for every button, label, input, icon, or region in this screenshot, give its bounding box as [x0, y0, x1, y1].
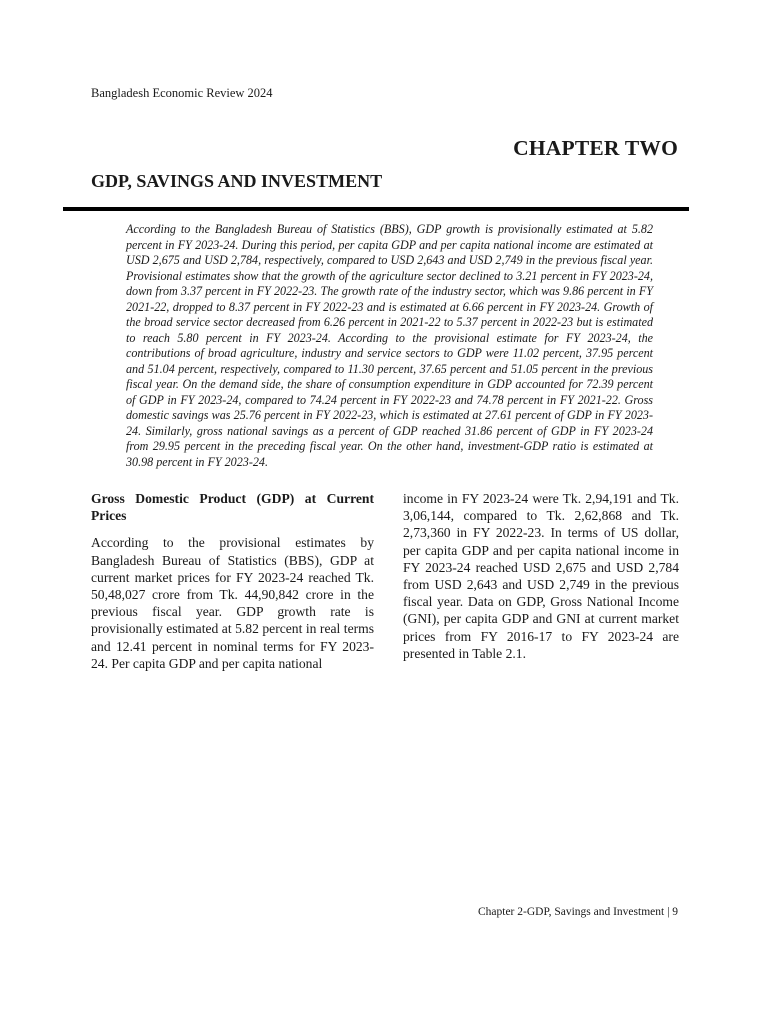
page-footer: Chapter 2-GDP, Savings and Investment | 9 [477, 906, 678, 918]
chapter-title: CHAPTER TWO [513, 136, 678, 160]
running-header: Bangladesh Economic Review 2024 [91, 86, 273, 100]
chapter-subtitle: GDP, SAVINGS AND INVESTMENT [91, 171, 383, 191]
header-rule [63, 207, 689, 211]
chapter-abstract: According to the Bangladesh Bureau of Statistics (BBS), GDP growth is provisionally estimated at 5.82 percent in FY 2023-24. During this period, per capita GDP and per capita national income are estimated at USD 2,675 and USD 2,784, respectively, compared to USD 2,643 and USD 2,749 in the previous fiscal year. Provisional estimates show that the growth of the agriculture sector declined to 3.21 percent in FY 2023-24, down from 3.37 percent in FY 2022-23. The growth rate of the industry sector, which was 9.86 percent in FY 2021-22, dropped to 8.37 percent in FY 2022-23 and is estimated at 6.66 percent in FY 2023-24. Growth of the broad service sector decreased from 6.26 percent in 2021-22 to 5.37 percent in 2022-23 but is estimated to reach 5.80 percent in FY 2023-24. According to the provisional estimate for FY 2023-24, the contributions of broad agriculture, industry and service sectors to GDP were 11.02 percent, 37.95 percent and 51.04 percent, respectively, compared to 11.30 percent, 37.65 percent and 51.05 percent in the previous fiscal year. On the demand side, the share of consumption expenditure in GDP accounted for 72.39 percent of GDP in FY 2023-24, compared to 74.24 percent in FY 2022-23 and 74.78 percent in FY 2021-22. Gross domestic savings was 25.76 percent in FY 2022-23, which is estimated at 27.61 percent of GDP in FY 2023-24. Similarly, gross national savings as a percent of GDP reached 31.86 percent of GDP in FY 2023-24 from 29.95 percent in the preceding fiscal year. On the other hand, investment-GDP ratio is estimated at 30.98 percent in FY 2023-24. [126, 222, 653, 469]
left-column-text: According to the provisional estimates by Bangladesh Bureau of Statistics (BBS), GDP at current market prices for FY 2023-24 reached Tk. 50,48,027 crore from Tk. 44,90,842 crore in the previous fiscal year. GDP growth rate is provisionally estimated at 5.82 percent in real terms and 12.41 percent in nominal terms for FY 2023-24. Per capita GDP and per capita national [91, 535, 374, 671]
left-column [91, 490, 374, 672]
right-column-text: income in FY 2023-24 were Tk. 2,94,191 and Tk. 3,06,144, compared to Tk. 2,62,868 and Tk. 2,73,360 in FY 2022-23. In terms of US dollar, per capita GDP and per capita national income in FY 2023-24 reached USD 2,675 and USD 2,784 from USD 2,643 and USD 2,749 in the previous fiscal year. Data on GDP, Gross National Income (GNI), per capita GDP and GNI at current market prices from FY 2016-17 to FY 2023-24 are presented in Table 2.1. [403, 491, 679, 661]
section-heading: Gross Domestic Product (GDP) at Current Prices [91, 491, 374, 524]
right-column [403, 490, 679, 662]
